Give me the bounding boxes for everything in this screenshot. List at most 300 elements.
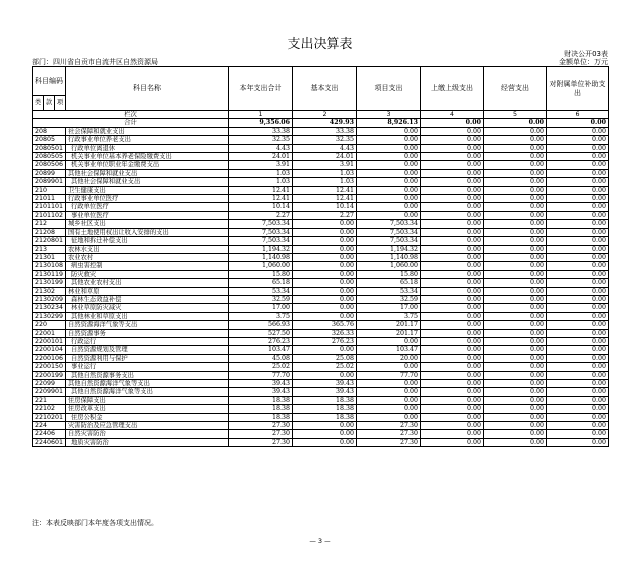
- row-code: 221: [33, 396, 66, 404]
- row-name: 自然资源海洋气象等支出: [66, 321, 229, 329]
- row-code: 22001: [33, 329, 66, 337]
- row-name: 其他农业农村支出: [66, 279, 229, 287]
- row-value: 65.18: [357, 279, 421, 287]
- row-value: 0.00: [484, 430, 547, 438]
- row-value: 0.00: [547, 388, 609, 396]
- row-value: 103.47: [357, 346, 421, 354]
- row-name: 行政单位离退休: [66, 144, 229, 152]
- row-name: 其他社会保障和就业支出: [66, 178, 229, 186]
- row-value: 0.00: [421, 287, 484, 295]
- row-value: 0.00: [293, 262, 357, 270]
- row-value: 10.14: [293, 203, 357, 211]
- row-value: 0.00: [484, 438, 547, 446]
- row-value: 0.00: [421, 203, 484, 211]
- table-row: [33, 354, 609, 362]
- row-value: 25.08: [293, 354, 357, 362]
- row-code: 2101101: [33, 203, 66, 211]
- row-value: 0.00: [484, 363, 547, 371]
- row-value: 0.00: [293, 430, 357, 438]
- row-value: 0.00: [547, 262, 609, 270]
- row-value: 0.00: [357, 388, 421, 396]
- row-code: 20805: [33, 136, 66, 144]
- row-code: 224: [33, 422, 66, 430]
- row-value: 0.00: [293, 304, 357, 312]
- row-value: 0.00: [484, 169, 547, 177]
- table-row: [33, 430, 609, 438]
- row-value: 0.00: [547, 430, 609, 438]
- row-value: 17.00: [357, 304, 421, 312]
- row-name: 其他自然资源海洋气象等支出: [66, 380, 229, 388]
- table-row: [33, 136, 609, 144]
- table-row: [33, 195, 609, 203]
- row-value: 103.47: [229, 346, 293, 354]
- row-value: 0.00: [357, 396, 421, 404]
- row-code: 220: [33, 321, 66, 329]
- table-row: [33, 329, 609, 337]
- row-value: 0.00: [547, 346, 609, 354]
- row-value: 0.00: [484, 405, 547, 413]
- row-value: 17.00: [229, 304, 293, 312]
- row-value: 15.80: [229, 270, 293, 278]
- row-code: 2130234: [33, 304, 66, 312]
- table-row: [33, 203, 609, 211]
- header-business: 经营支出: [484, 67, 547, 111]
- row-value: 0.00: [547, 161, 609, 169]
- row-value: 0.00: [484, 287, 547, 295]
- column-number: 2: [293, 111, 357, 119]
- row-value: 0.00: [421, 396, 484, 404]
- table-row: [33, 321, 609, 329]
- row-code: 2200106: [33, 354, 66, 362]
- row-value: 0.00: [421, 136, 484, 144]
- table-row: [33, 304, 609, 312]
- row-value: 566.93: [229, 321, 293, 329]
- row-code: 22099: [33, 380, 66, 388]
- row-value: 18.38: [293, 396, 357, 404]
- row-value: 0.00: [357, 161, 421, 169]
- row-value: 0.00: [547, 354, 609, 362]
- row-value: 0.00: [547, 438, 609, 446]
- row-value: 24.01: [229, 153, 293, 161]
- table-row: [33, 220, 609, 228]
- row-value: 0.00: [357, 203, 421, 211]
- table-row: [33, 279, 609, 287]
- row-value: 0.00: [547, 136, 609, 144]
- row-value: 0.00: [357, 363, 421, 371]
- row-value: 527.50: [229, 329, 293, 337]
- header-code: 科目编码: [33, 67, 66, 96]
- row-name: 征地和拆迁补偿支出: [66, 237, 229, 245]
- row-value: 39.43: [293, 388, 357, 396]
- row-name: 农业农村: [66, 253, 229, 261]
- row-value: 27.30: [357, 422, 421, 430]
- row-code: 2130108: [33, 262, 66, 270]
- row-name: 卫生健康支出: [66, 186, 229, 194]
- row-value: 0.00: [421, 228, 484, 236]
- row-value: 18.38: [229, 405, 293, 413]
- row-name: 自然资源事务: [66, 329, 229, 337]
- row-value: 0.00: [547, 329, 609, 337]
- row-value: 0.00: [421, 354, 484, 362]
- row-value: 27.30: [229, 430, 293, 438]
- row-value: 0.00: [484, 186, 547, 194]
- row-value: 0.00: [421, 127, 484, 135]
- row-value: 0.00: [547, 380, 609, 388]
- row-value: 7,503.34: [229, 220, 293, 228]
- row-value: 365.76: [293, 321, 357, 329]
- row-value: 32.59: [229, 295, 293, 303]
- row-value: 0.00: [547, 144, 609, 152]
- row-value: 32.35: [229, 136, 293, 144]
- total-value: 0.00: [484, 119, 547, 127]
- column-number: 1: [229, 111, 293, 119]
- row-value: 0.00: [484, 270, 547, 278]
- row-value: 77.70: [357, 371, 421, 379]
- row-value: 0.00: [421, 195, 484, 203]
- row-value: 0.00: [357, 211, 421, 219]
- row-value: 0.00: [421, 169, 484, 177]
- row-value: 0.00: [547, 186, 609, 194]
- row-name: 自然资源利用与保护: [66, 354, 229, 362]
- table-row: [33, 413, 609, 421]
- row-value: 0.00: [547, 337, 609, 345]
- row-value: 0.00: [357, 405, 421, 413]
- row-value: 0.00: [357, 337, 421, 345]
- row-value: 0.00: [547, 253, 609, 261]
- column-number-row: [33, 111, 609, 119]
- row-value: 27.30: [357, 430, 421, 438]
- row-value: 77.70: [229, 371, 293, 379]
- row-value: 0.00: [484, 422, 547, 430]
- row-value: 0.00: [547, 295, 609, 303]
- row-name: 机关事业单位基本养老保险缴费支出: [66, 153, 229, 161]
- row-value: 0.00: [484, 279, 547, 287]
- column-number: 4: [421, 111, 484, 119]
- department-label: 部门：四川省自贡市自流井区自然资源局: [32, 58, 158, 66]
- row-name: 自然资源规划及管理: [66, 346, 229, 354]
- row-value: 0.00: [357, 169, 421, 177]
- row-value: 32.59: [357, 295, 421, 303]
- row-value: 0.00: [421, 405, 484, 413]
- row-code: 2120801: [33, 237, 66, 245]
- table-row: [33, 422, 609, 430]
- column-number: 3: [357, 111, 421, 119]
- row-code: 2240601: [33, 438, 66, 446]
- row-name: 自然灾害防治: [66, 430, 229, 438]
- row-name: 机关事业单位职业年金缴费支出: [66, 161, 229, 169]
- row-value: 0.00: [547, 413, 609, 421]
- row-value: 0.00: [484, 136, 547, 144]
- row-code: 2130119: [33, 270, 66, 278]
- row-value: 0.00: [357, 153, 421, 161]
- row-code: 2130299: [33, 312, 66, 320]
- row-code: 2209901: [33, 388, 66, 396]
- row-value: 326.33: [293, 329, 357, 337]
- row-value: 0.00: [484, 195, 547, 203]
- row-name: 城乡社区支出: [66, 220, 229, 228]
- row-value: 0.00: [293, 312, 357, 320]
- row-value: 0.00: [547, 228, 609, 236]
- row-value: 0.00: [357, 178, 421, 186]
- row-name: 灾害防治及应急管理支出: [66, 422, 229, 430]
- row-value: 0.00: [547, 245, 609, 253]
- row-value: 0.00: [547, 321, 609, 329]
- table-row: [33, 371, 609, 379]
- row-code: 2080506: [33, 161, 66, 169]
- header-kuan: 款: [44, 96, 55, 111]
- table-row: [33, 253, 609, 261]
- column-number: 5: [484, 111, 547, 119]
- row-value: 0.00: [293, 270, 357, 278]
- row-value: 0.00: [421, 413, 484, 421]
- table-row: [33, 228, 609, 236]
- row-value: 7,503.34: [357, 228, 421, 236]
- row-value: 1,194.32: [229, 245, 293, 253]
- row-value: 0.00: [547, 371, 609, 379]
- row-name: 地质灾害防治: [66, 438, 229, 446]
- row-value: 0.00: [421, 304, 484, 312]
- row-code: 2089901: [33, 178, 66, 186]
- total-row: [33, 119, 609, 127]
- row-name: 行政单位医疗: [66, 203, 229, 211]
- row-value: 0.00: [484, 161, 547, 169]
- row-value: 0.00: [484, 312, 547, 320]
- total-value: 429.93: [293, 119, 357, 127]
- row-value: 0.00: [421, 363, 484, 371]
- row-value: 7,503.34: [229, 237, 293, 245]
- row-value: 0.00: [421, 161, 484, 169]
- row-value: 1.03: [229, 169, 293, 177]
- row-value: 7,503.34: [357, 237, 421, 245]
- header-basic: 基本支出: [293, 67, 357, 111]
- row-value: 0.00: [293, 279, 357, 287]
- row-value: 0.00: [547, 287, 609, 295]
- header-name: 科目名称: [66, 67, 229, 111]
- row-value: 0.00: [293, 228, 357, 236]
- row-value: 201.17: [357, 321, 421, 329]
- row-name: 其他自然资源海洋气象等支出: [66, 388, 229, 396]
- row-name: 住房改革支出: [66, 405, 229, 413]
- row-code: 22406: [33, 430, 66, 438]
- row-code: 2080501: [33, 144, 66, 152]
- row-value: 0.00: [421, 279, 484, 287]
- row-value: 4.43: [229, 144, 293, 152]
- row-value: 0.00: [547, 153, 609, 161]
- row-name: 行政事业单位养老支出: [66, 136, 229, 144]
- total-value: 0.00: [421, 119, 484, 127]
- header-project: 项目支出: [357, 67, 421, 111]
- row-name: 其他社会保障和就业支出: [66, 169, 229, 177]
- total-value: 9,356.06: [229, 119, 293, 127]
- row-code: 212: [33, 220, 66, 228]
- row-code: 2210201: [33, 413, 66, 421]
- header-subsidy: 对附属单位补助支出: [547, 67, 609, 111]
- row-code: 2130199: [33, 279, 66, 287]
- form-number: 财决公开03表: [564, 50, 608, 58]
- row-value: 3.91: [229, 161, 293, 169]
- row-value: 0.00: [484, 203, 547, 211]
- row-value: 0.00: [357, 413, 421, 421]
- row-name: 行政事业单位医疗: [66, 195, 229, 203]
- row-value: 3.75: [229, 312, 293, 320]
- row-value: 1.03: [293, 178, 357, 186]
- row-value: 1,140.98: [229, 253, 293, 261]
- row-value: 0.00: [484, 144, 547, 152]
- row-value: 0.00: [547, 363, 609, 371]
- row-value: 0.00: [421, 422, 484, 430]
- row-value: 0.00: [293, 422, 357, 430]
- row-value: 0.00: [547, 304, 609, 312]
- row-value: 0.00: [547, 422, 609, 430]
- row-name: 住房公积金: [66, 413, 229, 421]
- row-value: 18.38: [293, 405, 357, 413]
- row-code: 21301: [33, 253, 66, 261]
- row-value: 0.00: [421, 245, 484, 253]
- row-value: 0.00: [484, 304, 547, 312]
- row-value: 0.00: [484, 371, 547, 379]
- row-value: 0.00: [293, 287, 357, 295]
- row-code: 2080505: [33, 153, 66, 161]
- table-row: [33, 211, 609, 219]
- row-value: 0.00: [547, 312, 609, 320]
- row-name: 社会保障和就业支出: [66, 127, 229, 135]
- row-value: 2.27: [293, 211, 357, 219]
- row-value: 0.00: [484, 153, 547, 161]
- table-row: [33, 245, 609, 253]
- total-value: 8,926.13: [357, 119, 421, 127]
- row-value: 0.00: [547, 211, 609, 219]
- row-name: 森林生态效益补偿: [66, 295, 229, 303]
- row-code: 2200104: [33, 346, 66, 354]
- row-value: 53.34: [229, 287, 293, 295]
- row-value: 27.30: [229, 422, 293, 430]
- table-row: [33, 405, 609, 413]
- row-value: 0.00: [357, 127, 421, 135]
- row-value: 0.00: [421, 220, 484, 228]
- row-value: 0.00: [484, 178, 547, 186]
- row-value: 0.00: [484, 321, 547, 329]
- table-row: [33, 312, 609, 320]
- row-value: 0.00: [547, 195, 609, 203]
- row-value: 7,503.34: [357, 220, 421, 228]
- row-value: 0.00: [484, 388, 547, 396]
- row-value: 0.00: [421, 312, 484, 320]
- row-value: 0.00: [421, 346, 484, 354]
- row-value: 0.00: [421, 380, 484, 388]
- row-value: 12.41: [229, 195, 293, 203]
- row-code: 20899: [33, 169, 66, 177]
- table-row: [33, 380, 609, 388]
- row-code: 21302: [33, 287, 66, 295]
- row-value: 18.38: [293, 413, 357, 421]
- table-note: 注：本表反映部门本年度各项支出情况。: [32, 519, 158, 527]
- row-value: 0.00: [293, 295, 357, 303]
- row-value: 15.80: [357, 270, 421, 278]
- row-name: 病虫害控制: [66, 262, 229, 270]
- table-row: [33, 169, 609, 177]
- table-row: [33, 396, 609, 404]
- table-row: [33, 287, 609, 295]
- row-value: 24.01: [293, 153, 357, 161]
- row-value: 27.30: [357, 438, 421, 446]
- row-value: 0.00: [357, 380, 421, 388]
- row-value: 0.00: [547, 203, 609, 211]
- row-value: 10.14: [229, 203, 293, 211]
- row-name: 其他林业和草原支出: [66, 312, 229, 320]
- row-value: 32.35: [293, 136, 357, 144]
- row-value: 0.00: [484, 228, 547, 236]
- row-value: 0.00: [484, 245, 547, 253]
- row-value: 3.75: [357, 312, 421, 320]
- row-value: 1,060.00: [229, 262, 293, 270]
- row-value: 0.00: [421, 186, 484, 194]
- table-row: [33, 186, 609, 194]
- row-value: 0.00: [484, 262, 547, 270]
- row-value: 276.23: [293, 337, 357, 345]
- row-value: 18.38: [229, 396, 293, 404]
- row-value: 65.18: [229, 279, 293, 287]
- row-value: 1,140.98: [357, 253, 421, 261]
- row-value: 45.08: [229, 354, 293, 362]
- row-value: 0.00: [547, 127, 609, 135]
- row-value: 0.00: [421, 321, 484, 329]
- row-value: 25.02: [293, 363, 357, 371]
- row-code: 2200101: [33, 337, 66, 345]
- row-value: 1.03: [229, 178, 293, 186]
- table-row: [33, 178, 609, 186]
- row-value: 0.00: [484, 329, 547, 337]
- header-xiang: 项: [55, 96, 66, 111]
- table-row: [33, 144, 609, 152]
- row-code: 213: [33, 245, 66, 253]
- row-value: 0.00: [421, 262, 484, 270]
- row-value: 0.00: [421, 253, 484, 261]
- row-code: 210: [33, 186, 66, 194]
- row-value: 0.00: [484, 220, 547, 228]
- table-row: [33, 388, 609, 396]
- row-value: 0.00: [421, 329, 484, 337]
- row-value: 0.00: [421, 144, 484, 152]
- table-row: [33, 237, 609, 245]
- row-value: 2.27: [229, 211, 293, 219]
- row-value: 0.00: [484, 413, 547, 421]
- row-value: 0.00: [547, 396, 609, 404]
- total-value: 0.00: [547, 119, 609, 127]
- row-value: 1,194.32: [357, 245, 421, 253]
- table-row: [33, 438, 609, 446]
- row-value: 12.41: [293, 195, 357, 203]
- row-value: 0.00: [357, 136, 421, 144]
- row-value: 0.00: [484, 396, 547, 404]
- row-value: 25.02: [229, 363, 293, 371]
- row-value: 18.38: [229, 413, 293, 421]
- row-name: 林业草原防灾减灾: [66, 304, 229, 312]
- row-code: 2101102: [33, 211, 66, 219]
- table-row: [33, 262, 609, 270]
- row-name: 住房保障支出: [66, 396, 229, 404]
- header-total: 本年支出合计: [229, 67, 293, 111]
- row-value: 20.00: [357, 354, 421, 362]
- row-value: 0.00: [357, 144, 421, 152]
- row-value: 0.00: [357, 186, 421, 194]
- row-value: 276.23: [229, 337, 293, 345]
- row-value: 0.00: [293, 220, 357, 228]
- row-value: 0.00: [484, 253, 547, 261]
- row-value: 12.41: [293, 186, 357, 194]
- row-value: 0.00: [293, 245, 357, 253]
- row-value: 0.00: [547, 270, 609, 278]
- row-code: 2200150: [33, 363, 66, 371]
